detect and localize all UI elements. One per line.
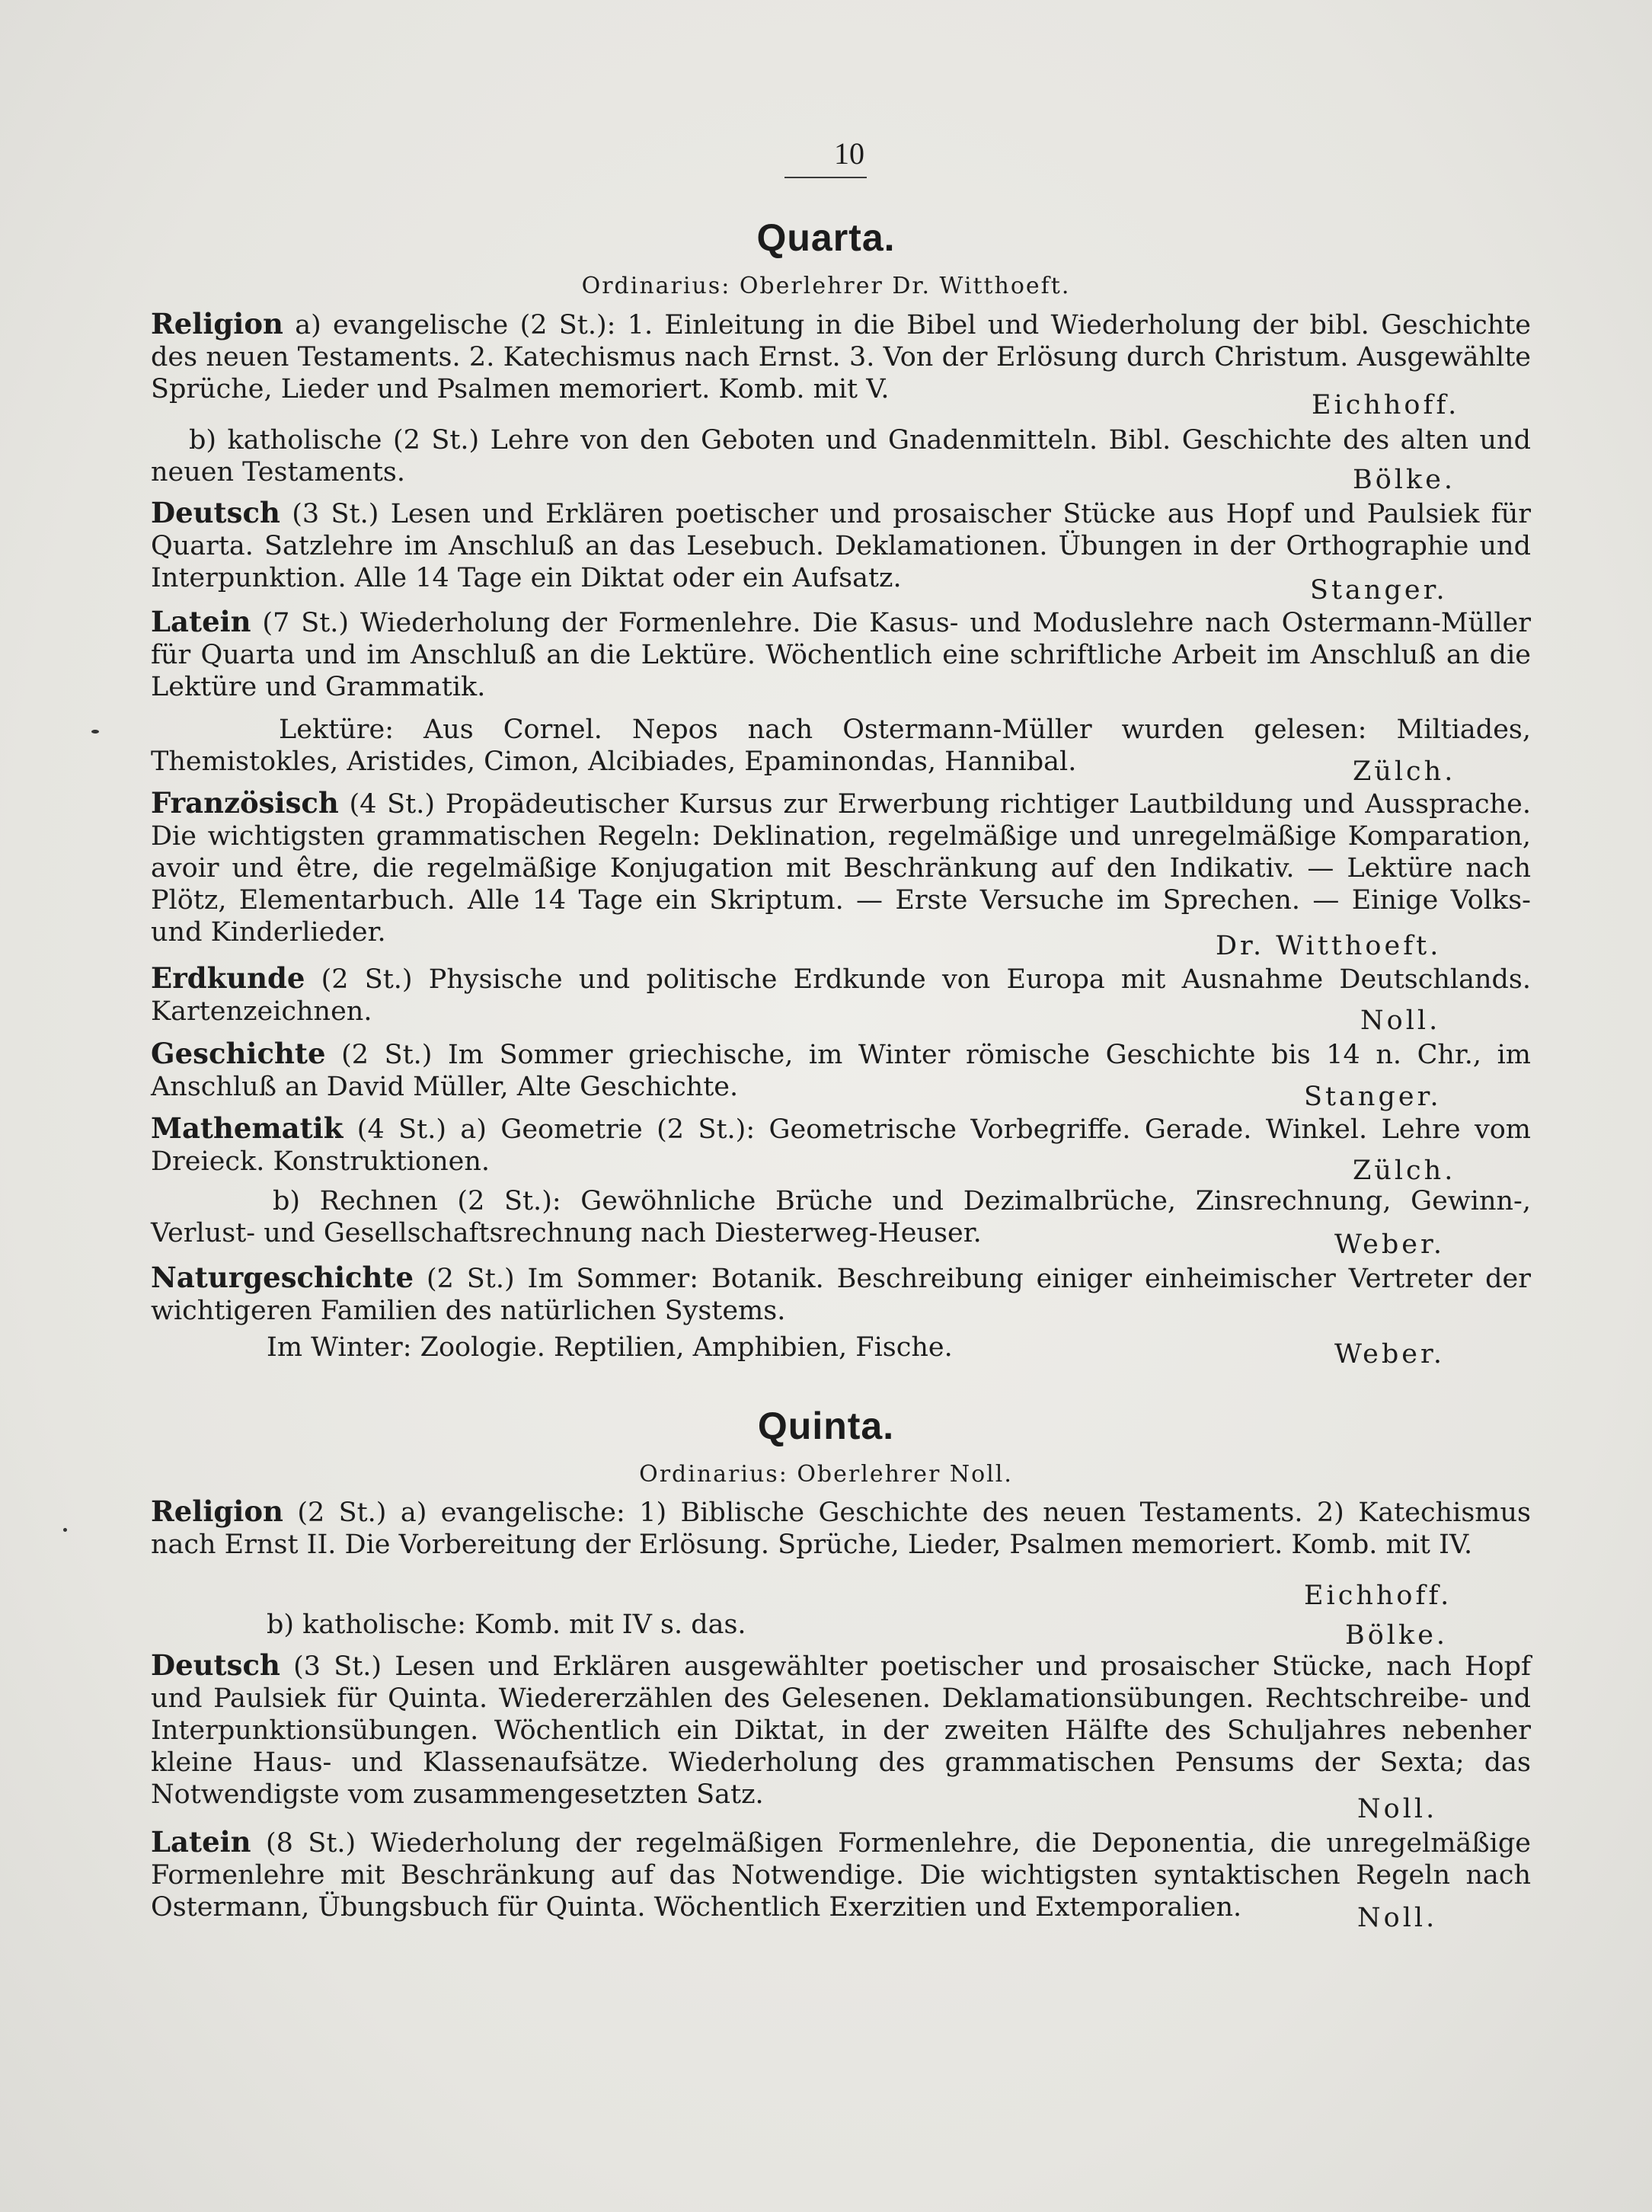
entry-text: (2 St.) a) evangelische: 1) Biblische Geschichte des neuen Testaments. 2) Katechismus nach Ernst II. Die Vorbereitung der Erlösung. Sprüche, Lieder, Psalmen memoriert. Komb. mit IV. (151, 1498, 1531, 1560)
entry-mathematik-quarta (151, 1112, 1531, 1178)
teacher-name: Zülch. (1353, 756, 1456, 787)
entry-text: (8 St.) Wiederholung der regelmäßigen Formenlehre, die Deponentia, die unregelmäßige Formenlehre mit Beschränkung auf das Notwendige. Die wichtigsten syntaktischen Regeln nach Ostermann, Übungsbuch für Quinta. Wöchentlich Exerzitien und Extemporalien. (151, 1828, 1531, 1923)
section-title-quarta: Quarta. (756, 216, 896, 259)
teacher-name: Noll. (1357, 1794, 1438, 1824)
subject-franzoesisch: Französisch (151, 786, 339, 820)
subject-naturgeschichte: Naturgeschichte (151, 1261, 414, 1294)
entry-deutsch-quinta (151, 1649, 1531, 1811)
ordinarius-quarta: Ordinarius: Oberlehrer Dr. Witthoeft. (581, 273, 1071, 299)
subject-latein: Latein (151, 605, 251, 638)
entry-franzoesisch-quarta (151, 787, 1531, 948)
page-number-rule (784, 177, 867, 178)
teacher-name: Stanger. (1304, 1082, 1442, 1112)
entry-naturgeschichte-quarta (151, 1261, 1531, 1327)
subject-geschichte: Geschichte (151, 1037, 326, 1070)
entry-text: (4 St.) Propädeutischer Kursus zur Erwerbung richtiger Lautbildung und Aussprache. Die wichtigsten grammatischen Regeln: Deklination, regelmäßige und unregelmäßige Komparation, avoir und être, die regelmäßige Konjugation mit Beschränkung auf den Indikativ. — Lektüre nach Plötz, Elementarbuch. Alle 14 Tage ein Skriptum. — Erste Versuche im Sprechen. — Einige Volks- und Kinderlieder. (151, 789, 1531, 948)
scan-speck (91, 730, 99, 734)
teacher-name: Noll. (1357, 1903, 1438, 1933)
subject-mathematik: Mathematik (151, 1111, 344, 1145)
entry-text: a) evangelische (2 St.): 1. Einleitung in die Bibel und Wiederholung der bibl. Geschichte des neuen Testaments. 2. Katechismus nach Ernst. 3. Von der Erlösung durch Christum. Ausgewählte Sprüche, Lieder und Psalmen memoriert. Komb. mit V. (151, 310, 1531, 404)
entry-text: (3 St.) Lesen und Erklären poetischer und prosaischer Stücke aus Hopf und Paulsiek für Quarta. Satzlehre im Anschluß an das Lesebuch. Deklamationen. Übungen in der Orthographie und Interpunktion. Alle 14 Tage ein Diktat oder ein Aufsatz. (151, 499, 1531, 593)
teacher-name: Eichhoff. (1312, 390, 1460, 420)
subject-religion: Religion (151, 1494, 283, 1528)
entry-text: (7 St.) Wiederholung der Formenlehre. Die Kasus- und Moduslehre nach Ostermann-Müller für Quarta und im Anschluß an die Lektüre. Wöchentlich eine schriftliche Arbeit im Anschluß an die Lektüre und Grammatik. (151, 608, 1531, 702)
entry-lektuere-quarta: Lektüre: Aus Cornel. Nepos nach Ostermann-Müller wurden gelesen: Miltiades, Themistokles, Aristides, Cimon, Alcibiades, Epaminondas, Hannibal. (151, 714, 1531, 777)
teacher-name: Weber. (1334, 1339, 1445, 1370)
subject-deutsch: Deutsch (151, 1648, 280, 1682)
teacher-name: Bölke. (1345, 1620, 1449, 1651)
entry-latein-quarta (151, 606, 1531, 703)
section-title-quinta: Quinta. (757, 1405, 895, 1447)
subject-latein: Latein (151, 1825, 251, 1859)
entry-text: (2 St.) Im Sommer: Botanik. Beschreibung einiger einheimischer Vertreter der wichtigeren Familien des natürlichen Systems. (151, 1264, 1531, 1326)
subject-religion: Religion (151, 307, 283, 340)
entry-text: (2 St.) Im Sommer griechische, im Winter römische Geschichte bis 14 n. Chr., im Anschluß an David Müller, Alte Geschichte. (151, 1040, 1531, 1102)
entry-religion-b-quarta: b) katholische (2 St.) Lehre von den Geboten und Gnadenmitteln. Bibl. Geschichte des alten und neuen Testaments. (151, 425, 1531, 487)
subject-deutsch: Deutsch (151, 496, 280, 529)
scan-speck (63, 1528, 67, 1532)
entry-religion-a-quinta (151, 1495, 1531, 1561)
entry-latein-quinta (151, 1826, 1531, 1923)
entry-erdkunde-quarta (151, 962, 1531, 1028)
teacher-name: Weber. (1334, 1229, 1445, 1260)
teacher-name: Stanger. (1310, 575, 1448, 606)
entry-text: (3 St.) Lesen und Erklären ausgewählter poetischer und prosaischer Stücke, nach Hopf und Paulsiek für Quinta. Wiedererzählen des Gelesenen. Deklamationsübungen. Rechtschreibe- und Interpunktionsübungen. Wöchentlich ein Diktat, in der zweiten Hälfte des Schuljahres nebenher kleine Haus- und Klassenaufsätze. Wiederholung des grammatischen Pensums der Sexta; das Notwendigste vom zusammengesetzten Satz. (151, 1651, 1531, 1810)
page-number: 10 (834, 136, 864, 171)
teacher-name: Noll. (1360, 1005, 1441, 1036)
teacher-name: Zülch. (1353, 1156, 1456, 1186)
ordinarius-quinta: Ordinarius: Oberlehrer Noll. (639, 1461, 1013, 1488)
entry-naturgeschichte-winter-quarta: Im Winter: Zoologie. Reptilien, Amphibien, Fische. (267, 1332, 953, 1363)
subject-erdkunde: Erdkunde (151, 961, 305, 995)
entry-religion-b-quinta: b) katholische: Komb. mit IV s. das. (267, 1609, 746, 1640)
entry-text: (4 St.) a) Geometrie (2 St.): Geometrische Vorbegriffe. Gerade. Winkel. Lehre vom Dreieck. Konstruktionen. (151, 1114, 1531, 1177)
entry-text: (2 St.) Physische und politische Erdkunde von Europa mit Ausnahme Deutschlands. Kartenzeichnen. (151, 964, 1531, 1027)
teacher-name: Bölke. (1353, 465, 1456, 495)
entry-rechnen-quarta: b) Rechnen (2 St.): Gewöhnliche Brüche und Dezimalbrüche, Zinsrechnung, Gewinn-, Verlust- und Gesellschaftsrechnung nach Diesterweg-Heuser. (151, 1186, 1531, 1248)
teacher-name: Dr. Witthoeft. (1216, 931, 1442, 961)
teacher-name: Eichhoff. (1304, 1581, 1452, 1611)
